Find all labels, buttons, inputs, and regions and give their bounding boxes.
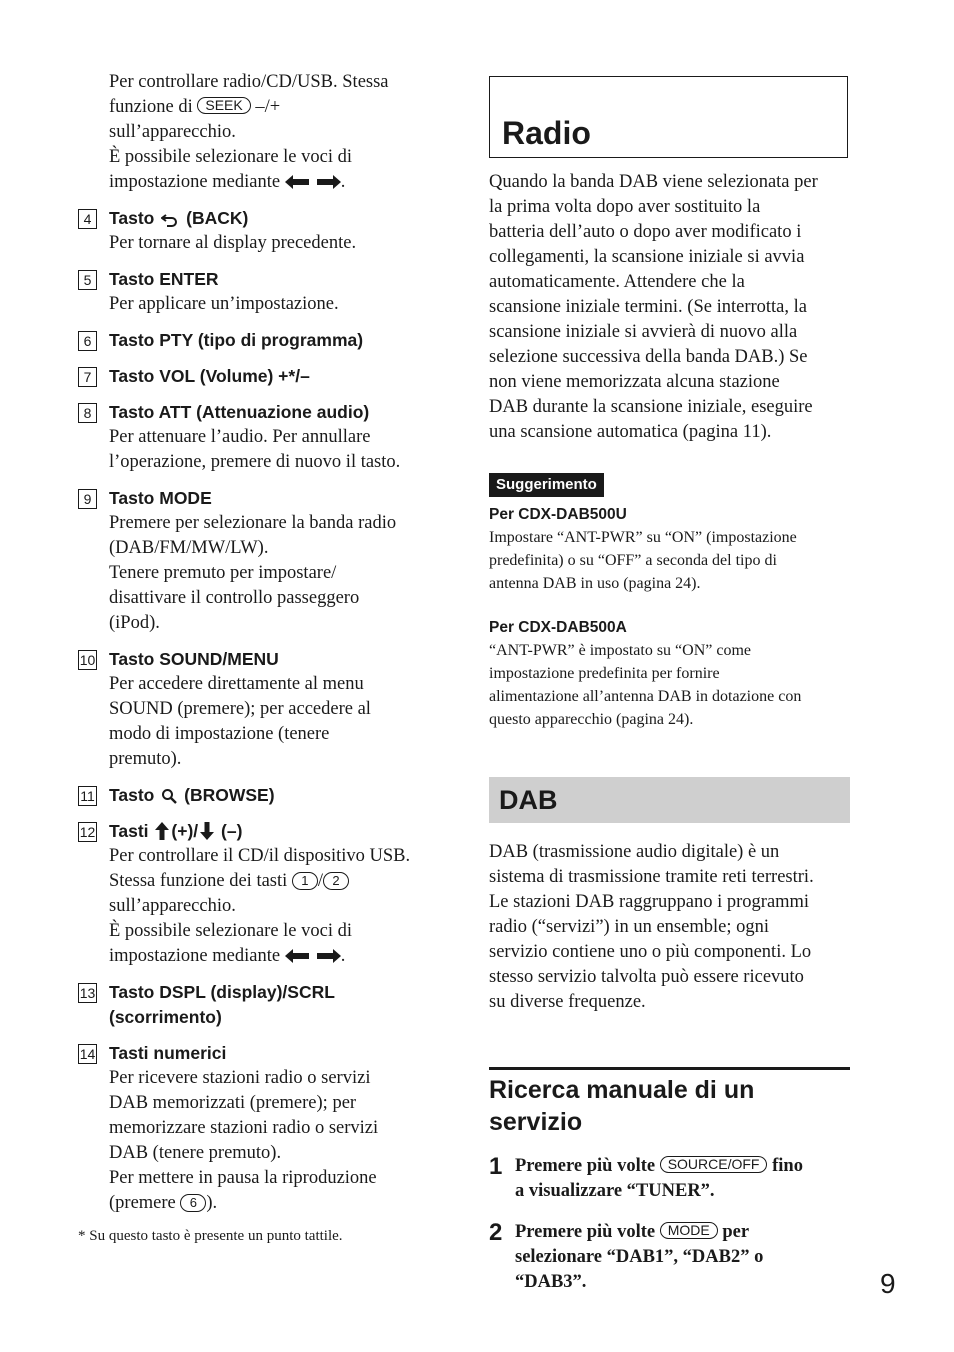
tip-line: “ANT-PWR” è impostato su “ON” come [489, 642, 752, 659]
footnote: * Su questo tasto è presente un punto tattile. [78, 1228, 343, 1244]
item-number: 10 [79, 651, 96, 668]
tip-section [489, 473, 850, 731]
desc-line [109, 944, 450, 969]
item-desc [109, 1066, 450, 1216]
desc-line: Premere per selezionare la banda radio [109, 513, 397, 533]
tip-line: predefinita) o su “OFF” a seconda del tipo di [489, 552, 777, 569]
desc-line: Per ricevere stazioni radio o servizi [109, 1068, 371, 1088]
intro-line: sull’apparecchio. [109, 122, 236, 142]
step-line: “DAB3”. [515, 1272, 587, 1292]
para-line: una scansione automatica (pagina 11). [489, 422, 772, 442]
para-line: la prima volta dopo aver sostituito la [489, 197, 761, 217]
para-line: scansione iniziale termini. (Se interrotta, la [489, 297, 807, 317]
item-number: 12 [79, 823, 96, 840]
dab-title: DAB [499, 785, 558, 815]
desc-text: Stessa funzione dei tasti [109, 871, 288, 891]
item-vol [78, 364, 450, 389]
right-column [489, 76, 850, 1295]
item-back [78, 206, 450, 256]
page-number: 9 [880, 1268, 896, 1299]
item-number: 6 [78, 331, 97, 351]
para-line: stesso servizio talvolta può essere ricevuto [489, 967, 804, 987]
desc-line: Per controllare il CD/il dispositivo USB. [109, 846, 411, 866]
item-number: 8 [78, 403, 97, 423]
button-6-label: 6 [180, 1194, 206, 1212]
item-title [109, 783, 275, 808]
step-text-part: fino [772, 1156, 803, 1176]
seek-button-label: SEEK [197, 97, 250, 114]
intro-block [109, 70, 450, 195]
para-line: collegamenti, la scansione iniziale si avvia [489, 247, 805, 267]
tip-line: Impostare “ANT-PWR” su “ON” (impostazione [489, 529, 797, 546]
para-line: DAB (trasmissione audio digitale) è un [489, 842, 780, 862]
desc-line: Per attenuare l’audio. Per annullare [109, 427, 371, 447]
item-number: 14 [79, 1045, 96, 1062]
item-numeric [78, 1041, 450, 1216]
item-title: Tasto MODE [109, 488, 212, 508]
item-title: Tasto VOL (Volume) +*/– [109, 366, 310, 386]
desc-line: (DAB/FM/MW/LW). [109, 538, 269, 558]
tip-line: impostazione predefinita per fornire [489, 665, 720, 682]
item-title-text: (BACK) [186, 208, 249, 228]
desc-text: / [317, 871, 324, 891]
desc-line: DAB memorizzati (premere); per [109, 1093, 357, 1113]
tip1-heading: Per CDX-DAB500U [489, 506, 627, 523]
para-line: servizio contiene uno o più componenti. Lo [489, 942, 812, 962]
tip-badge: Suggerimento [489, 473, 604, 497]
button-2-label: 2 [323, 872, 349, 890]
step-line: selezionare “DAB1”, “DAB2” o [515, 1247, 764, 1267]
intro-line: È possibile selezionare le voci di [109, 147, 352, 167]
intro-line [109, 95, 450, 120]
step-number: 2 [489, 1219, 503, 1246]
down-arrow-icon [200, 822, 214, 840]
item-title: Tasto ENTER [109, 269, 219, 289]
button-1-label: 1 [292, 872, 318, 890]
para-line: selezione successiva della banda DAB.) Se [489, 347, 808, 367]
dab-paragraph [489, 840, 850, 1015]
back-icon [161, 213, 179, 227]
item-title-text: (+)/ [171, 821, 199, 841]
item-sound-menu [78, 647, 450, 772]
item-dspl [78, 980, 450, 1030]
desc-text: ). [206, 1193, 218, 1213]
left-right-arrows-icon [285, 175, 341, 189]
para-line: automaticamente. Attendere che la [489, 272, 745, 292]
desc-line [109, 869, 450, 894]
item-number: 5 [78, 270, 97, 290]
intro-text: –/+ [255, 97, 281, 117]
step-number: 1 [489, 1153, 503, 1180]
para-line: Quando la banda DAB viene selezionata per [489, 172, 818, 192]
step-1 [489, 1154, 850, 1204]
desc-line [109, 1191, 450, 1216]
desc-line: Per accedere direttamente al menu [109, 674, 364, 694]
tip-line: antenna DAB in uso (pagina 24). [489, 575, 701, 592]
step-text [515, 1220, 763, 1295]
intro-line [109, 170, 450, 195]
radio-title: Radio [502, 115, 591, 151]
radio-section-header [489, 76, 848, 158]
para-line: batteria dell’auto o dopo aver modificato i [489, 222, 802, 242]
heading-line: servizio [489, 1108, 583, 1136]
item-desc [109, 672, 450, 772]
para-line: DAB durante la scansione iniziale, eseguire [489, 397, 813, 417]
item-desc [109, 511, 450, 636]
desc-line: (iPod). [109, 613, 160, 633]
desc-line: l’operazione, premere di nuovo il tasto. [109, 452, 401, 472]
left-right-arrows-icon [285, 949, 341, 963]
para-line: radio (“servizi”) in un ensemble; ogni [489, 917, 769, 937]
step-text-part: Premere più volte [515, 1222, 656, 1242]
tip-line: questo apparecchio (pagina 24). [489, 711, 694, 728]
step-line [515, 1220, 763, 1245]
item-title [109, 819, 242, 844]
item-pty [78, 328, 450, 353]
desc-line: È possibile selezionare le voci di [109, 921, 352, 941]
item-title: Tasto PTY (tipo di programma) [109, 330, 364, 350]
step-text [515, 1154, 803, 1204]
item-title-cont: (scorrimento) [109, 1007, 222, 1027]
para-line: su diverse frequenze. [489, 992, 646, 1012]
mode-button-label: MODE [660, 1222, 718, 1239]
item-title [109, 206, 248, 231]
item-number: 4 [78, 209, 97, 229]
desc-line: DAB (tenere premuto). [109, 1143, 282, 1163]
step-line: a visualizzare “TUNER”. [515, 1181, 715, 1201]
para-line: non viene memorizzata alcuna stazione [489, 372, 780, 392]
intro-line: Per controllare radio/CD/USB. Stessa [109, 72, 389, 92]
desc-line: Tenere premuto per impostare/ [109, 563, 337, 583]
tip2-text [489, 639, 850, 731]
tip2-heading: Per CDX-DAB500A [489, 619, 627, 636]
tip1-text [489, 526, 850, 595]
desc-line: SOUND (premere); per accedere al [109, 699, 371, 719]
section-rule [489, 1067, 850, 1070]
desc-text: . [340, 946, 346, 966]
source-off-button-label: SOURCE/OFF [660, 1156, 768, 1173]
radio-paragraph [489, 170, 850, 445]
item-title-text: (–) [221, 821, 243, 841]
manual-search-heading [489, 1074, 850, 1138]
item-number: 11 [78, 786, 97, 806]
desc-line: disattivare il controllo passeggero [109, 588, 360, 608]
desc-line: modo di impostazione (tenere [109, 724, 330, 744]
item-up-down [78, 819, 450, 969]
step-text-part: Premere più volte [515, 1156, 656, 1176]
item-title-text: Tasti [109, 821, 149, 841]
desc-line: memorizzare stazioni radio o servizi [109, 1118, 379, 1138]
item-title: Tasto SOUND/MENU [109, 649, 279, 669]
left-column [78, 70, 450, 1246]
desc-text: impostazione mediante [109, 946, 281, 966]
step-line [515, 1154, 803, 1179]
para-line: scansione iniziale si avvierà di nuovo alla [489, 322, 798, 342]
item-title: Tasto DSPL (display)/SCRL [109, 982, 335, 1002]
item-desc: Per applicare un’impostazione. [109, 294, 339, 314]
item-title-text: (BROWSE) [184, 785, 275, 805]
step-2 [489, 1220, 850, 1295]
item-desc [109, 844, 450, 969]
item-title: Tasti numerici [109, 1043, 227, 1063]
step-text-part: per [722, 1222, 750, 1242]
tip-line: alimentazione all’antenna DAB in dotazione con [489, 688, 802, 705]
item-title-text: Tasto [109, 785, 155, 805]
item-att [78, 400, 450, 475]
desc-line: sull’apparecchio. [109, 896, 236, 916]
item-browse [78, 783, 450, 808]
item-number: 7 [78, 367, 97, 387]
desc-line: Per mettere in pausa la riproduzione [109, 1168, 377, 1188]
item-enter [78, 267, 450, 317]
item-number: 13 [79, 984, 96, 1001]
intro-text: . [340, 172, 346, 192]
item-title-text: Tasto [109, 208, 155, 228]
desc-line: premuto). [109, 749, 182, 769]
item-mode [78, 486, 450, 636]
para-line: Le stazioni DAB raggruppano i programmi [489, 892, 810, 912]
intro-text: impostazione mediante [109, 172, 281, 192]
para-line: sistema di trasmissione tramite reti terrestri. [489, 867, 814, 887]
item-number: 9 [78, 489, 97, 509]
search-icon [161, 788, 177, 804]
dab-section-header [489, 777, 850, 823]
item-title: Tasto ATT (Attenuazione audio) [109, 402, 370, 422]
up-arrow-icon [155, 822, 169, 840]
item-desc [109, 425, 450, 475]
desc-text: (premere [109, 1193, 176, 1213]
intro-text: funzione di [109, 97, 193, 117]
heading-line: Ricerca manuale di un [489, 1076, 755, 1104]
item-desc: Per tornare al display precedente. [109, 233, 357, 253]
